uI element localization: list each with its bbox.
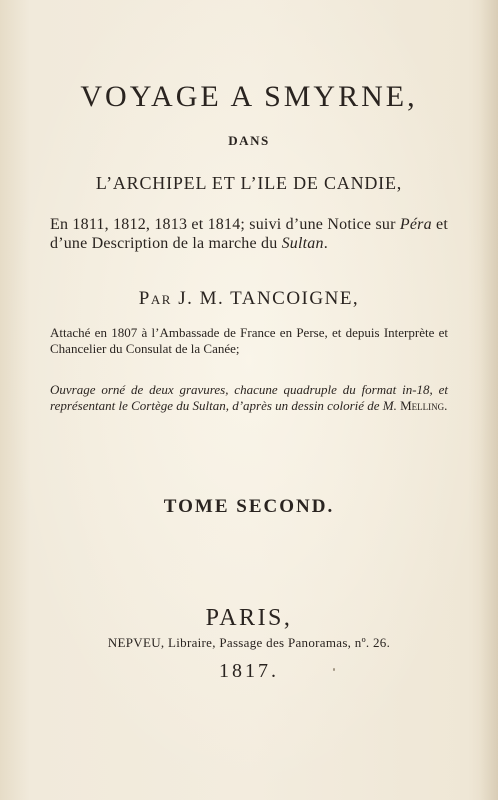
imprint-year: 1817. [219,660,279,682]
volume-label: TOME SECOND. [163,496,335,517]
book-title: VOYAGE A SMYRNE, [80,80,418,113]
description-sultan: Sultan [281,235,324,252]
author-par: Par [138,288,172,309]
author-credentials: Attaché en 1807 à l’Ambassade de France en Perse, et depuis Interprète et Chancelier du Consulat de la Canée; [50,325,448,356]
illustration-note [50,382,448,413]
title-dans: DANS [228,133,270,148]
description-part3: . [323,235,328,252]
paper-speck [333,668,335,671]
author-line [0,288,498,310]
imprint-city: PARIS, [205,605,293,631]
description-part2: et d’une Description de la marche du [50,216,448,252]
illustration-note-text: Ouvrage orné de deux gravures, chacune quadruple du format in-18, et représentant le Cortège du Sultan, d’après un dessin colorié de M. [50,382,448,413]
description-pera: Péra [399,216,432,233]
book-subtitle: L’ARCHIPEL ET L’ILE DE CANDIE, [95,173,403,193]
illustration-note-melling: Melling. [400,397,448,413]
imprint-publisher: NEPVEU, Libraire, Passage des Panoramas, nº. 26. [107,635,391,650]
description-part1: En 1811, 1812, 1813 et 1814; suivi d’une Notice sur [50,216,400,233]
book-description [50,215,448,253]
author-name: J. M. TANCOIGNE, [178,288,360,309]
